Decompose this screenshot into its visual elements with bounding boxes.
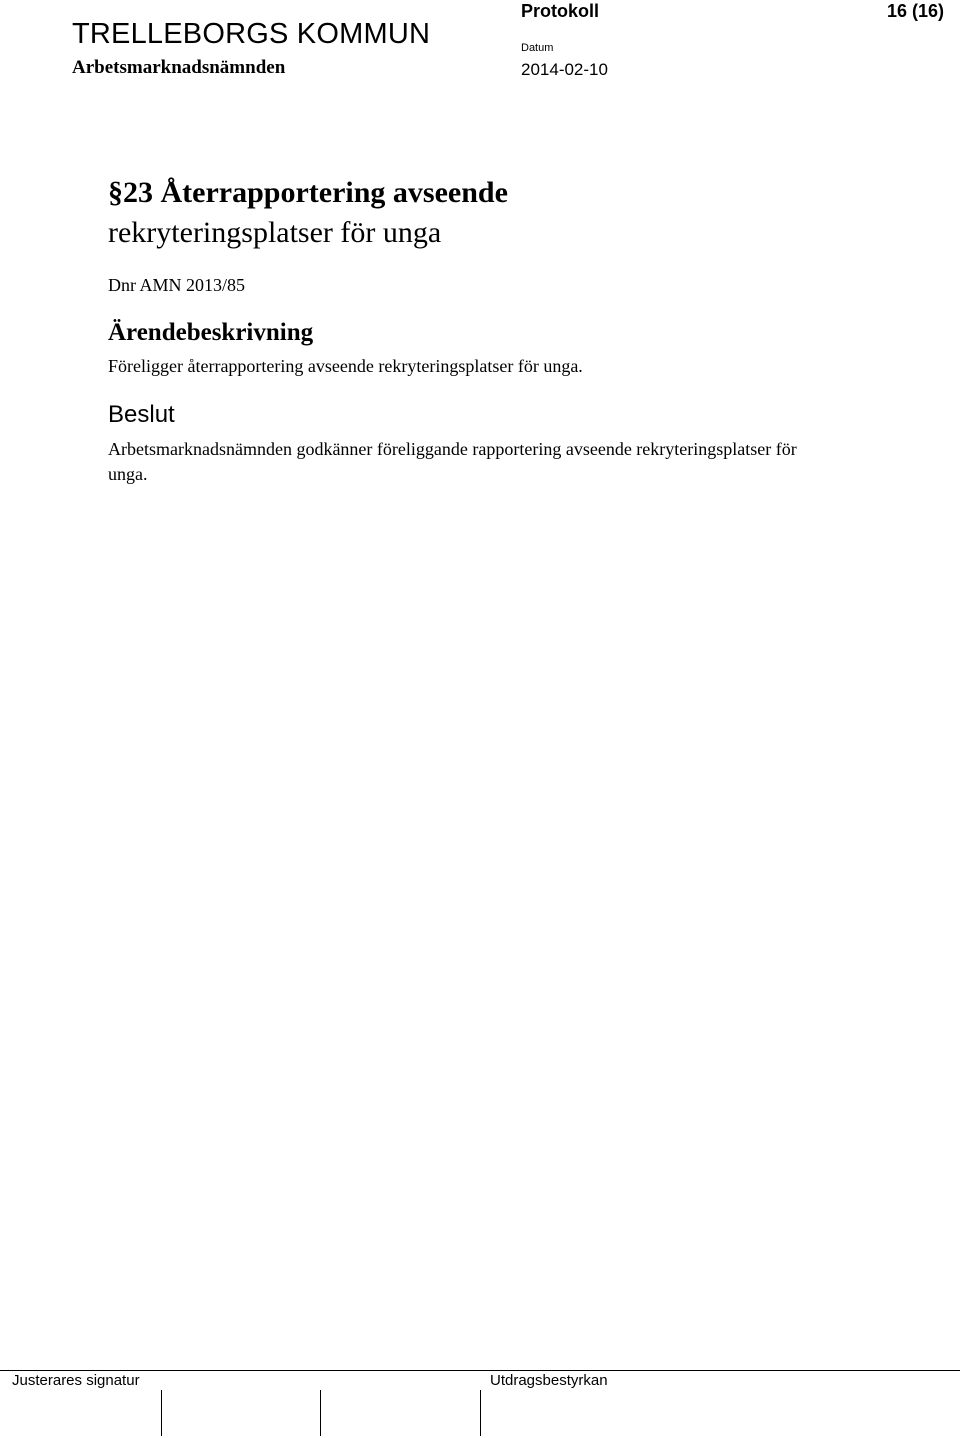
case-number: Dnr AMN 2013/85 (108, 275, 246, 295)
organization-name: TRELLEBORGS KOMMUN (72, 18, 431, 50)
footer-rule (0, 1370, 960, 1371)
item-title: §23 Återrapportering avseende (108, 176, 508, 209)
date-value: 2014-02-10 (521, 60, 608, 79)
decision-heading: Beslut (108, 401, 175, 428)
signature-box-divider (320, 1390, 321, 1436)
page-number: 16 (16) (887, 1, 945, 21)
description-text: Föreligger återrapportering avseende rekryteringsplatser för unga. (108, 356, 583, 376)
board-name: Arbetsmarknadsnämnden (72, 57, 286, 78)
signature-box-divider (480, 1390, 481, 1436)
description-heading: Ärendebeskrivning (108, 319, 314, 346)
signature-label: Justerares signatur (12, 1372, 140, 1389)
decision-text: Arbetsmarknadsnämnden godkänner föreliggande rapportering avseende rekryteringsplatser för unga. (108, 439, 797, 484)
extract-label: Utdragsbestyrkan (490, 1372, 608, 1389)
document-type: Protokoll (521, 1, 600, 21)
item-title-continued: rekryteringsplatser för unga (108, 216, 442, 249)
signature-box-divider (161, 1390, 162, 1436)
date-label: Datum (521, 42, 554, 54)
